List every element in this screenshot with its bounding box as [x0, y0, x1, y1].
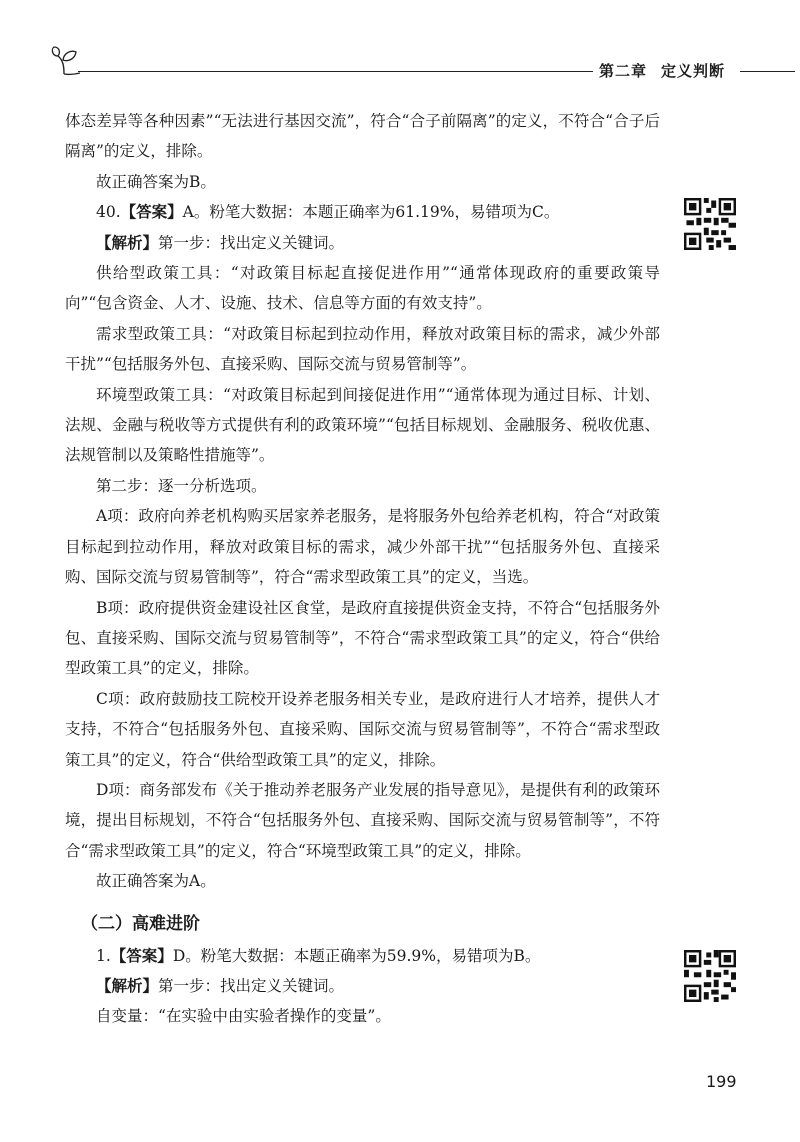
- analysis-text: 第一步：找出定义关键词。: [158, 233, 345, 252]
- paragraph-demand-tool: 需求型政策工具：“对政策目标起到拉动作用，释放对政策目标的需求，减少外部干扰”“包括服务外包、直接采购、国际交流与贸易管制等”。: [65, 324, 660, 374]
- header-rule-left: [78, 71, 623, 72]
- chapter-title: [593, 60, 750, 81]
- answer-label: 【答案】: [120, 202, 183, 222]
- analysis-label: 【解析】: [96, 975, 159, 995]
- paragraph-final-answer: 故正确答案为A。: [96, 872, 216, 891]
- question-40-answer: [65, 197, 660, 227]
- paragraph-option-a: A项：政府向养老机构购买居家养老服务，是将服务外包给养老机构，符合“对政策目标起到拉动作用，释放对政策目标的需求，减少外部干扰”“包括服务外包、直接采购、国际交流与贸易管制等”，符合“需求型政策工具”的定义，当选。: [65, 507, 660, 587]
- question-number: 1.: [96, 946, 111, 965]
- sprout-icon: [50, 44, 84, 78]
- analysis-label: 【解析】: [96, 232, 159, 252]
- paragraph-supply-tool: 供给型政策工具：“对政策目标起直接促进作用”“通常体现政府的重要政策导向”“包含资金、人才、设施、技术、信息等方面的有效支持”。: [65, 264, 660, 313]
- paragraph-step-two: 第二步：逐一分析选项。: [96, 476, 267, 495]
- paragraph-option-d: D项：商务部发布《关于推动养老服务产业发展的指导意见》，是提供有利的政策环境，提出目标规划，不符合“包括服务外包、直接采购、国际交流与贸易管制等”，不符合“需求型政策工具”的定义，符合“环境型政策工具”的定义，排除。: [65, 780, 660, 860]
- chapter-section: 定义判断: [661, 62, 726, 80]
- question-number: 40.: [96, 203, 121, 222]
- paragraph-answer-prev: 故正确答案为B。: [96, 172, 216, 191]
- qr-code-icon[interactable]: [684, 950, 736, 1002]
- page-body: [65, 106, 660, 1032]
- answer-text: D。粉笔大数据：本题正确率为59.9%，易错项为B。: [172, 946, 541, 965]
- analysis-text: 第一步：找出定义关键词。: [158, 976, 345, 995]
- paragraph-option-b: B项：政府提供资金建设社区食堂，是政府直接提供资金支持，不符合“包括服务外包、直接采购、国际交流与贸易管制等”，不符合“需求型政策工具”的定义，符合“供给型政策工具”的定义，排除。: [65, 598, 660, 678]
- header-rule-right: [740, 71, 795, 72]
- question-1-analysis: [65, 971, 660, 1001]
- page-number: 199: [706, 1072, 737, 1091]
- answer-label: 【答案】: [110, 945, 173, 965]
- section-title: （二）高难进阶: [81, 913, 200, 934]
- paragraph-environment-tool: 环境型政策工具：“对政策目标起到间接促进作用”“通常体现为通过目标、计划、法规、金融与税收等方式提供有利的政策环境”“包括目标规划、金融服务、税收优惠、法规管制以及策略性措施等”。: [65, 385, 660, 465]
- paragraph-continued: 体态差异等各种因素”“无法进行基因交流”，符合“合子前隔离”的定义，不符合“合子后隔离”的定义，排除。: [65, 112, 660, 161]
- qr-code-icon[interactable]: [684, 198, 736, 250]
- paragraph-independent-variable: 自变量：“在实验中由实验者操作的变量”。: [96, 1007, 391, 1026]
- question-1-answer: [65, 941, 660, 971]
- chapter-number: 第二章: [599, 62, 648, 80]
- answer-text: A。粉笔大数据：本题正确率为61.19%，易错项为C。: [182, 203, 560, 222]
- paragraph-option-c: C项：政府鼓励技工院校开设养老服务相关专业，是政府进行人才培养，提供人才支持，不符合“包括服务外包、直接采购、国际交流与贸易管制等”，不符合“需求型政策工具”的定义，符合“供给型政策工具”的定义，排除。: [65, 689, 660, 769]
- page-header: [50, 38, 795, 88]
- question-40-analysis: [65, 228, 660, 258]
